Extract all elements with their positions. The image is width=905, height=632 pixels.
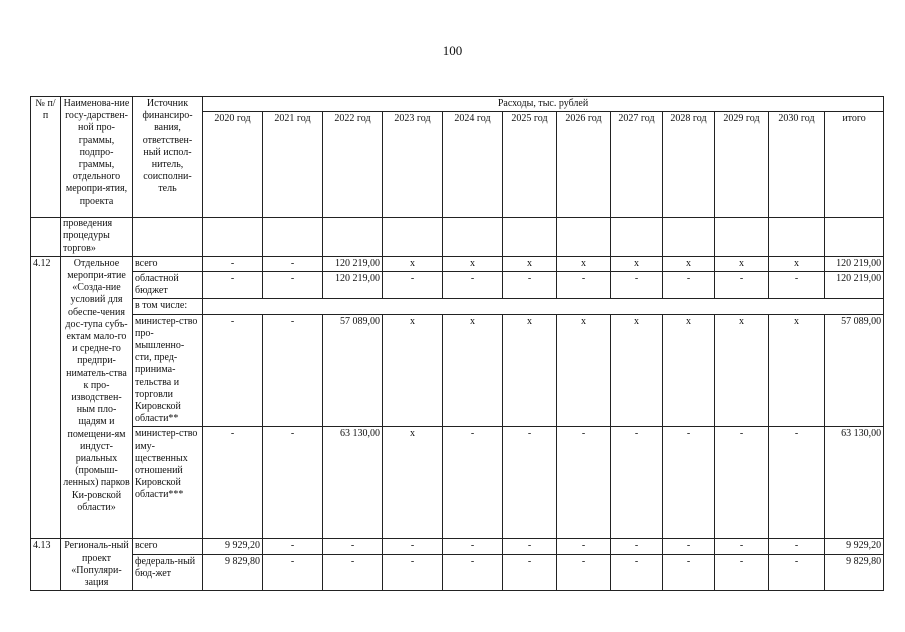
value-cell: х: [383, 256, 443, 271]
source-cell: федераль-ный бюд-жет: [133, 554, 203, 590]
value-cell: -: [263, 272, 323, 299]
cont-value-cell: [825, 218, 884, 257]
value-cell: -: [263, 427, 323, 539]
cont-value-cell: [769, 218, 825, 257]
value-cell: х: [715, 256, 769, 271]
header-year-11: итого: [825, 112, 884, 218]
value-cell: 9 929,20: [825, 539, 884, 554]
value-cell: х: [503, 314, 557, 427]
budget-table: [30, 96, 884, 591]
value-cell: -: [557, 272, 611, 299]
value-cell: -: [263, 539, 323, 554]
value-cell: 9 929,20: [203, 539, 263, 554]
header-num: № п/п: [31, 97, 61, 218]
header-name: Наименова-ние госу-дарствен-ной про-граммы, подпро-граммы, отдельного меропри-ятия, проекта: [61, 97, 133, 218]
header-expenses: Расходы, тыс. рублей: [203, 97, 884, 112]
source-cell: министер-ство про-мышленно-сти, пред-принима-тельства и торговли Кировской области**: [133, 314, 203, 427]
table-row: [31, 314, 884, 427]
value-cell: -: [611, 554, 663, 590]
value-cell: -: [663, 554, 715, 590]
value-cell: -: [443, 539, 503, 554]
header-year-8: 2028 год: [663, 112, 715, 218]
value-cell: 120 219,00: [825, 256, 884, 271]
cont-value-cell: [263, 218, 323, 257]
source-cell: всего: [133, 539, 203, 554]
value-cell: 9 829,80: [825, 554, 884, 590]
section-4-13-num: 4.13: [31, 539, 61, 591]
value-cell: -: [323, 539, 383, 554]
value-cell: 120 219,00: [323, 256, 383, 271]
section-4-12-num: 4.12: [31, 256, 61, 539]
value-cell: х: [663, 314, 715, 427]
source-cell: в том числе:: [133, 299, 203, 314]
value-cell: х: [383, 314, 443, 427]
cont-value-cell: [503, 218, 557, 257]
cont-value-cell: [323, 218, 383, 257]
value-cell: -: [557, 554, 611, 590]
value-cell: -: [715, 554, 769, 590]
value-cell: х: [503, 256, 557, 271]
value-cell: х: [557, 314, 611, 427]
value-cell: 57 089,00: [323, 314, 383, 427]
value-cell: -: [203, 272, 263, 299]
value-cell: -: [383, 554, 443, 590]
value-cell: х: [611, 314, 663, 427]
value-cell: -: [203, 427, 263, 539]
value-cell: х: [443, 314, 503, 427]
value-cell: х: [769, 314, 825, 427]
header-year-4: 2024 год: [443, 112, 503, 218]
value-cell: -: [203, 256, 263, 271]
value-cell: 63 130,00: [825, 427, 884, 539]
value-cell: -: [503, 427, 557, 539]
value-cell: -: [611, 539, 663, 554]
cont-value-cell: [715, 218, 769, 257]
source-cell: областной бюджет: [133, 272, 203, 299]
header-source: Источник финансиро-вания, ответствен-ный испол-нитель, соисполни-тель: [133, 97, 203, 218]
cont-value-cell: [557, 218, 611, 257]
header-year-2: 2022 год: [323, 112, 383, 218]
table-row: [31, 539, 884, 554]
value-cell: 63 130,00: [323, 427, 383, 539]
value-cell: 9 829,80: [203, 554, 263, 590]
value-cell: -: [557, 427, 611, 539]
value-cell: -: [557, 539, 611, 554]
cont-source: [133, 218, 203, 257]
cont-value-cell: [443, 218, 503, 257]
section-4-12-name: Отдельное меропри-ятие «Созда-ние условий для обеспе-чения дос-тупа субъ-ектам мало-го и средне-го предпри-ниматель-ства к про-изводствен-ным пло-щадям и помещени-ям индуст-риальных (промыш-ленных) парков Ки-ровской области»: [61, 256, 133, 539]
value-cell-empty: [203, 299, 884, 314]
section-4-13-name: Региональ-ный проект «Популяри-зация: [61, 539, 133, 591]
value-cell: -: [715, 539, 769, 554]
value-cell: -: [443, 427, 503, 539]
value-cell: х: [715, 314, 769, 427]
source-cell: всего: [133, 256, 203, 271]
value-cell: х: [383, 427, 443, 539]
header-year-3: 2023 год: [383, 112, 443, 218]
page-number: 100: [442, 43, 463, 58]
header-year-1: 2021 год: [263, 112, 323, 218]
value-cell: -: [611, 272, 663, 299]
value-cell: х: [443, 256, 503, 271]
value-cell: х: [557, 256, 611, 271]
value-cell: -: [663, 539, 715, 554]
source-cell: министер-ство иму-щественных отношений Кировской области***: [133, 427, 203, 539]
value-cell: -: [443, 554, 503, 590]
value-cell: х: [663, 256, 715, 271]
value-cell: -: [383, 272, 443, 299]
value-cell: 120 219,00: [825, 272, 884, 299]
value-cell: -: [503, 272, 557, 299]
value-cell: -: [443, 272, 503, 299]
cont-name: проведения процедуры торгов»: [61, 218, 133, 257]
value-cell: -: [769, 272, 825, 299]
value-cell: -: [663, 427, 715, 539]
value-cell: х: [769, 256, 825, 271]
value-cell: -: [203, 314, 263, 427]
cont-value-cell: [663, 218, 715, 257]
header-year-7: 2027 год: [611, 112, 663, 218]
value-cell: 57 089,00: [825, 314, 884, 427]
value-cell: -: [769, 539, 825, 554]
value-cell: -: [263, 256, 323, 271]
table-row: [31, 272, 884, 299]
value-cell: -: [263, 554, 323, 590]
value-cell: -: [263, 314, 323, 427]
value-cell: -: [503, 554, 557, 590]
cont-value-cell: [203, 218, 263, 257]
header-year-5: 2025 год: [503, 112, 557, 218]
header-year-9: 2029 год: [715, 112, 769, 218]
cont-value-cell: [611, 218, 663, 257]
value-cell: -: [663, 272, 715, 299]
value-cell: -: [715, 272, 769, 299]
header-year-10: 2030 год: [769, 112, 825, 218]
value-cell: -: [323, 554, 383, 590]
table-row: [31, 554, 884, 590]
value-cell: -: [769, 427, 825, 539]
cont-value-cell: [383, 218, 443, 257]
header-year-0: 2020 год: [203, 112, 263, 218]
table-row: [31, 299, 884, 314]
value-cell: -: [769, 554, 825, 590]
header-year-6: 2026 год: [557, 112, 611, 218]
cont-num: [31, 218, 61, 257]
value-cell: -: [611, 427, 663, 539]
table-row: [31, 427, 884, 539]
value-cell: 120 219,00: [323, 272, 383, 299]
value-cell: х: [611, 256, 663, 271]
table-row: [31, 256, 884, 271]
value-cell: -: [383, 539, 443, 554]
value-cell: -: [503, 539, 557, 554]
value-cell: -: [715, 427, 769, 539]
